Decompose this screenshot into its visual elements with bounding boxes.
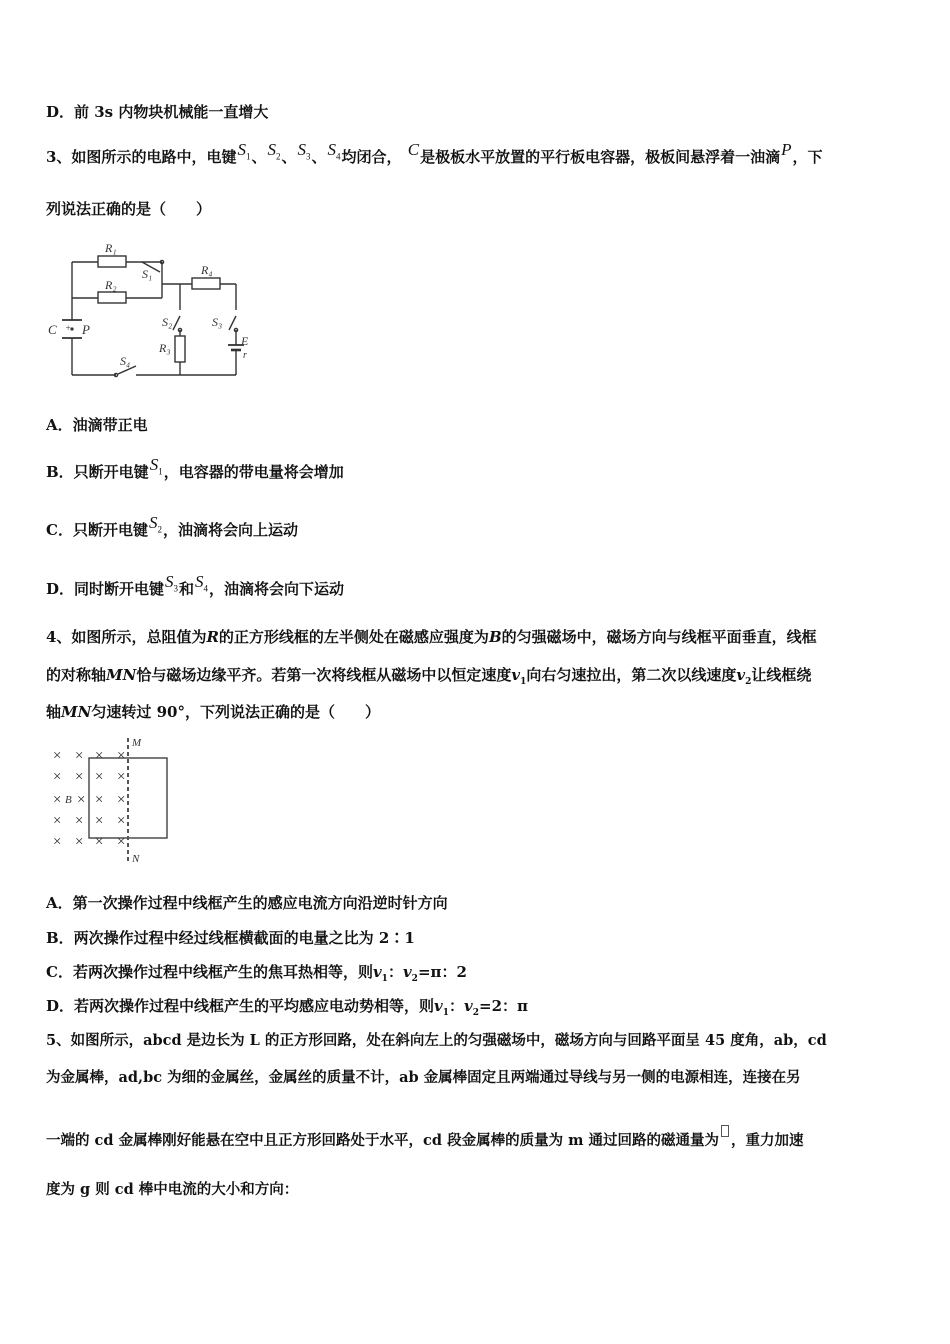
svg-text:×: ×: [94, 813, 105, 829]
sym-s1: $S_1$: [237, 140, 251, 162]
q4-option-b: B．两次操作过程中经过线框横截面的电量之比为 2∶1: [46, 929, 415, 947]
q5-line1: 5、如图所示，abcd 是边长为 L 的正方形回路，处在斜向左上的匀强磁场中，磁场方向与回路平面呈 45 度角，ab，cd: [46, 1032, 827, 1049]
q5-line2: 为金属棒，ad,bc 为细的金属丝，金属丝的质量不计，ab 金属棒固定且两端通过导线与另一侧的电源相连，连接在另: [46, 1069, 801, 1086]
label-s1: S₁: [142, 267, 153, 281]
svg-text:×: ×: [52, 813, 63, 829]
svg-text:×: ×: [94, 792, 105, 808]
svg-text:×: ×: [74, 769, 85, 785]
label-e: E: [241, 334, 249, 348]
sym-s3: $S_3$: [297, 140, 311, 162]
label-n: N: [132, 853, 140, 865]
q4-stem-line3: 轴MN匀速转过 90°，下列说法正确的是（ ）: [46, 703, 380, 721]
q5-line4: 度为 g 则 cd 棒中电流的大小和方向：: [46, 1181, 299, 1198]
svg-text:×: ×: [116, 792, 127, 808]
svg-text:×: ×: [52, 769, 63, 785]
svg-text:×: ×: [116, 834, 127, 850]
q4-stem-line1: 4、如图所示，总阻值为R的正方形线框的左半侧处在磁感应强度为B的匀强磁场中，磁场方向与线框平面垂直，线框: [46, 628, 817, 646]
q4-option-a: A．第一次操作过程中线框产生的感应电流方向沿逆时针方向: [46, 894, 448, 912]
svg-text:×: ×: [116, 748, 127, 764]
q3-option-b: B．只断开电键$S_1$，电容器的带电量将会增加: [46, 455, 344, 481]
svg-text:×: ×: [94, 748, 105, 764]
label-plus: +: [65, 323, 72, 333]
label-r: r: [243, 350, 247, 361]
svg-text:×: ×: [116, 769, 127, 785]
svg-text:×: ×: [76, 792, 87, 808]
svg-text:×: ×: [74, 813, 85, 829]
label-b: B: [65, 794, 72, 806]
q4-option-d: D．若两次操作过程中线框产生的平均感应电动势相等，则$v_1$：$v_2=2$：π: [46, 997, 528, 1018]
q4-stem-line2: 的对称轴MN恰与磁场边缘平齐。若第一次将线框从磁场中以恒定速度$v_1$向右匀速拉出，第二次以线速度$v_2$让线框绕: [46, 666, 812, 687]
q3-option-a: A．油滴带正电: [46, 416, 148, 434]
svg-text:×: ×: [52, 834, 63, 850]
sym-p: P: [781, 140, 792, 159]
label-p: P: [82, 322, 90, 337]
sym-s2: $S_2$: [267, 140, 281, 162]
label-m: M: [132, 737, 142, 749]
svg-text:×: ×: [116, 813, 127, 829]
missing-symbol-box: [721, 1125, 729, 1137]
label-r1: R₁: [105, 241, 117, 255]
q3-stem-line1: 3、如图所示的电路中，电键$S_1$、$S_2$、$S_3$、$S_4$均闭合， C是极板水平放置的平行板电容器，极板间悬浮着一油滴P，下: [46, 140, 823, 166]
label-r2: R₂: [105, 278, 117, 292]
label-c: C: [48, 322, 57, 337]
q5-line3: 一端的 cd 金属棒刚好能悬在空中且正方形回路处于水平，cd 段金属棒的质量为 m 通过回路的磁通量为 ，重力加速: [46, 1131, 804, 1151]
q3-option-c: C．只断开电键$S_2$，油滴将会向上运动: [46, 513, 298, 539]
q2-option-d: D．前 3s 内物块机械能一直增大: [46, 103, 269, 121]
label-s2: S₂: [162, 315, 173, 329]
svg-text:×: ×: [52, 748, 63, 764]
q3-option-d: D．同时断开电键$S_3$和$S_4$，油滴将会向下运动: [46, 572, 345, 598]
q4-option-c: C．若两次操作过程中线框产生的焦耳热相等，则$v_1$：$v_2=\pi$：2: [46, 963, 467, 984]
sym-c: C: [407, 140, 420, 159]
label-s4: S₄: [120, 354, 131, 368]
svg-text:×: ×: [74, 834, 85, 850]
svg-text:×: ×: [52, 792, 63, 808]
q4-field-figure: [46, 734, 186, 868]
label-s3: S₃: [212, 315, 223, 329]
q3-circuit-figure: [46, 238, 256, 388]
svg-text:×: ×: [94, 834, 105, 850]
label-r4: R₄: [201, 263, 213, 277]
svg-text:×: ×: [94, 769, 105, 785]
svg-text:×: ×: [74, 748, 85, 764]
sym-s4: $S_4$: [327, 140, 341, 162]
q3-stem-line2: 列说法正确的是（ ）: [46, 200, 212, 218]
label-r3: R₃: [159, 341, 171, 355]
